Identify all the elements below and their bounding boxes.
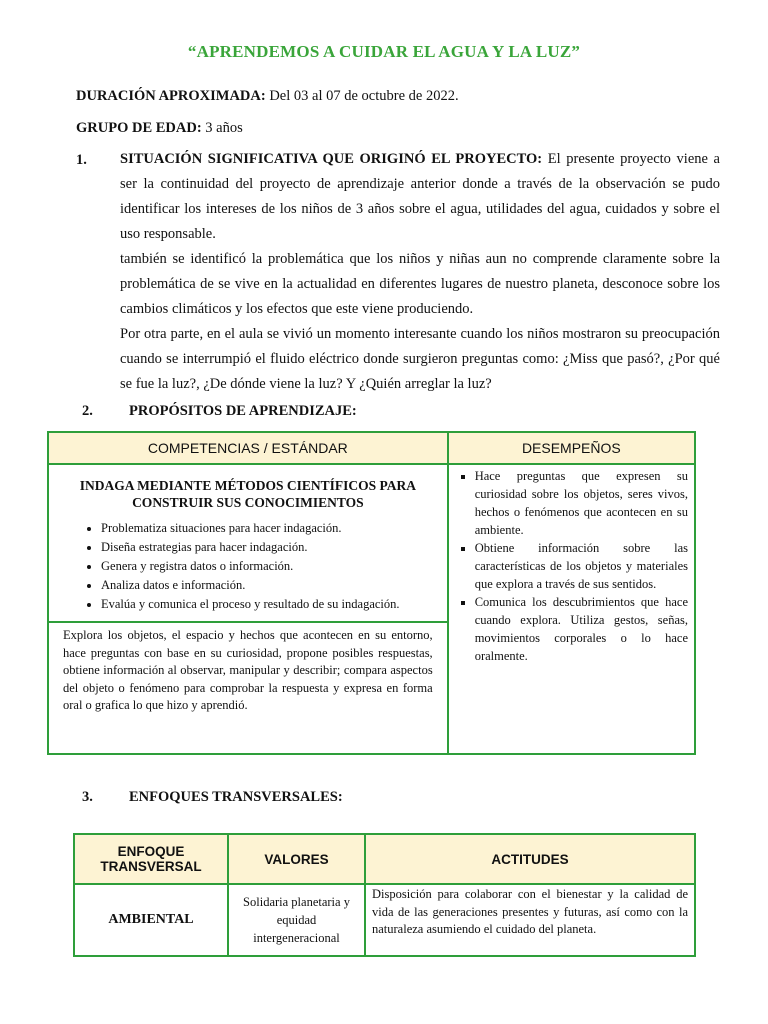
section1-number: 1. bbox=[76, 152, 87, 168]
valores-cell: Solidaria planetaria y equidad intergeneracional bbox=[228, 884, 365, 956]
grupo-value: 3 años bbox=[205, 120, 243, 136]
header-actitudes: ACTITUDES bbox=[365, 834, 695, 884]
capacidad-item: • Diseña estrategias para hacer indagación. bbox=[101, 538, 447, 557]
duracion-value: Del 03 al 07 de octubre de 2022. bbox=[269, 88, 459, 104]
estandar-text: Explora los objetos, el espacio y hechos que acontecen en su entorno, hace preguntas con base en su curiosidad, propone posibles respuestas, obtiene información al observar, manipular y describir; compara aspectos del objeto o fenómeno para comprobar la respuesta y expresa en forma oral o grafica lo que hizo y aprendió. bbox=[63, 628, 433, 712]
section1-body bbox=[120, 147, 720, 397]
desempeno-item: ▪ Obtiene información sobre las características de los objetos y materiales que explora a través de sus sentidos. bbox=[475, 539, 688, 593]
section2-number: 2. bbox=[82, 403, 93, 419]
section3-number: 3. bbox=[82, 789, 93, 805]
capacidades-list bbox=[49, 519, 447, 614]
section1-title: SITUACIÓN SIGNIFICATIVA QUE ORIGINÓ EL PROYECTO: bbox=[120, 151, 543, 167]
desempenos-cell bbox=[448, 464, 695, 754]
estandar-cell bbox=[48, 622, 448, 754]
header-desempenos: DESEMPEÑOS bbox=[448, 432, 695, 464]
section3-title: ENFOQUES TRANSVERSALES: bbox=[129, 789, 343, 805]
section1-p2: también se identificó la problemática que los niños y niñas aun no comprende claramente sobre la problemática de se vive en la actualidad en diferentes lugares de nuestro planeta, desconoce sobre los cambios climáticos y los efectos que este viene produciendo. bbox=[120, 251, 720, 317]
propositos-table bbox=[47, 431, 696, 755]
section1-p1: El presente proyecto viene a ser la continuidad del proyecto de aprendizaje anterior donde a través de la observación se pudo identificar los intereses de los niños de 3 años sobre el agua, utilidades del agua, cuidados y sobre el uso responsable. bbox=[120, 151, 720, 242]
competencia-title: INDAGA MEDIANTE MÉTODOS CIENTÍFICOS PARA CONSTRUIR SUS CONOCIMIENTOS bbox=[79, 478, 416, 510]
document-title: “APRENDEMOS A CUIDAR EL AGUA Y LA LUZ” bbox=[187, 42, 581, 61]
duracion-label: DURACIÓN APROXIMADA: bbox=[76, 88, 266, 104]
section1-p3: Por otra parte, en el aula se vivió un momento interesante cuando los niños mostraron su preocupación cuando se interrumpió el fluido eléctrico donde surgieron preguntas como: ¿Miss que pasó?, ¿Por qué se fue la luz?, ¿De dónde viene la luz? Y ¿Quién arreglar la luz? bbox=[120, 326, 720, 392]
capacidad-item: • Problematiza situaciones para hacer indagación. bbox=[101, 519, 447, 538]
enfoques-table bbox=[73, 833, 696, 957]
header-competencias: COMPETENCIAS / ESTÁNDAR bbox=[48, 432, 448, 464]
duracion-line bbox=[76, 88, 459, 105]
competencia-cell bbox=[48, 464, 448, 622]
header-enfoque: ENFOQUE TRANSVERSAL bbox=[74, 834, 228, 884]
header-valores: VALORES bbox=[228, 834, 365, 884]
desempenos-list bbox=[449, 467, 688, 665]
desempeno-item: ▪ Comunica los descubrimientos que hace cuando explora. Utiliza gestos, señas, movimientos corporales o lo hace oralmente. bbox=[475, 593, 688, 665]
grupo-label: GRUPO DE EDAD: bbox=[76, 120, 202, 136]
section2-title: PROPÓSITOS DE APRENDIZAJE: bbox=[129, 403, 357, 419]
desempeno-item: ▪ Hace preguntas que expresen su curiosidad sobre los objetos, seres vivos, hechos o fenómenos que acontecen en su ambiente. bbox=[475, 467, 688, 539]
section1-paragraph-1 bbox=[120, 147, 720, 247]
grupo-line bbox=[76, 120, 243, 137]
actitudes-cell: Disposición para colaborar con el bienestar y la calidad de vida de las generaciones presentes y futuras, así como con la naturaleza asumiendo el cuidado del planeta. bbox=[365, 884, 695, 956]
capacidad-item: • Evalúa y comunica el proceso y resultado de su indagación. bbox=[101, 595, 447, 614]
enfoque-ambiental: AMBIENTAL bbox=[74, 884, 228, 956]
capacidad-item: • Analiza datos e información. bbox=[101, 576, 447, 595]
capacidad-item: • Genera y registra datos o información. bbox=[101, 557, 447, 576]
